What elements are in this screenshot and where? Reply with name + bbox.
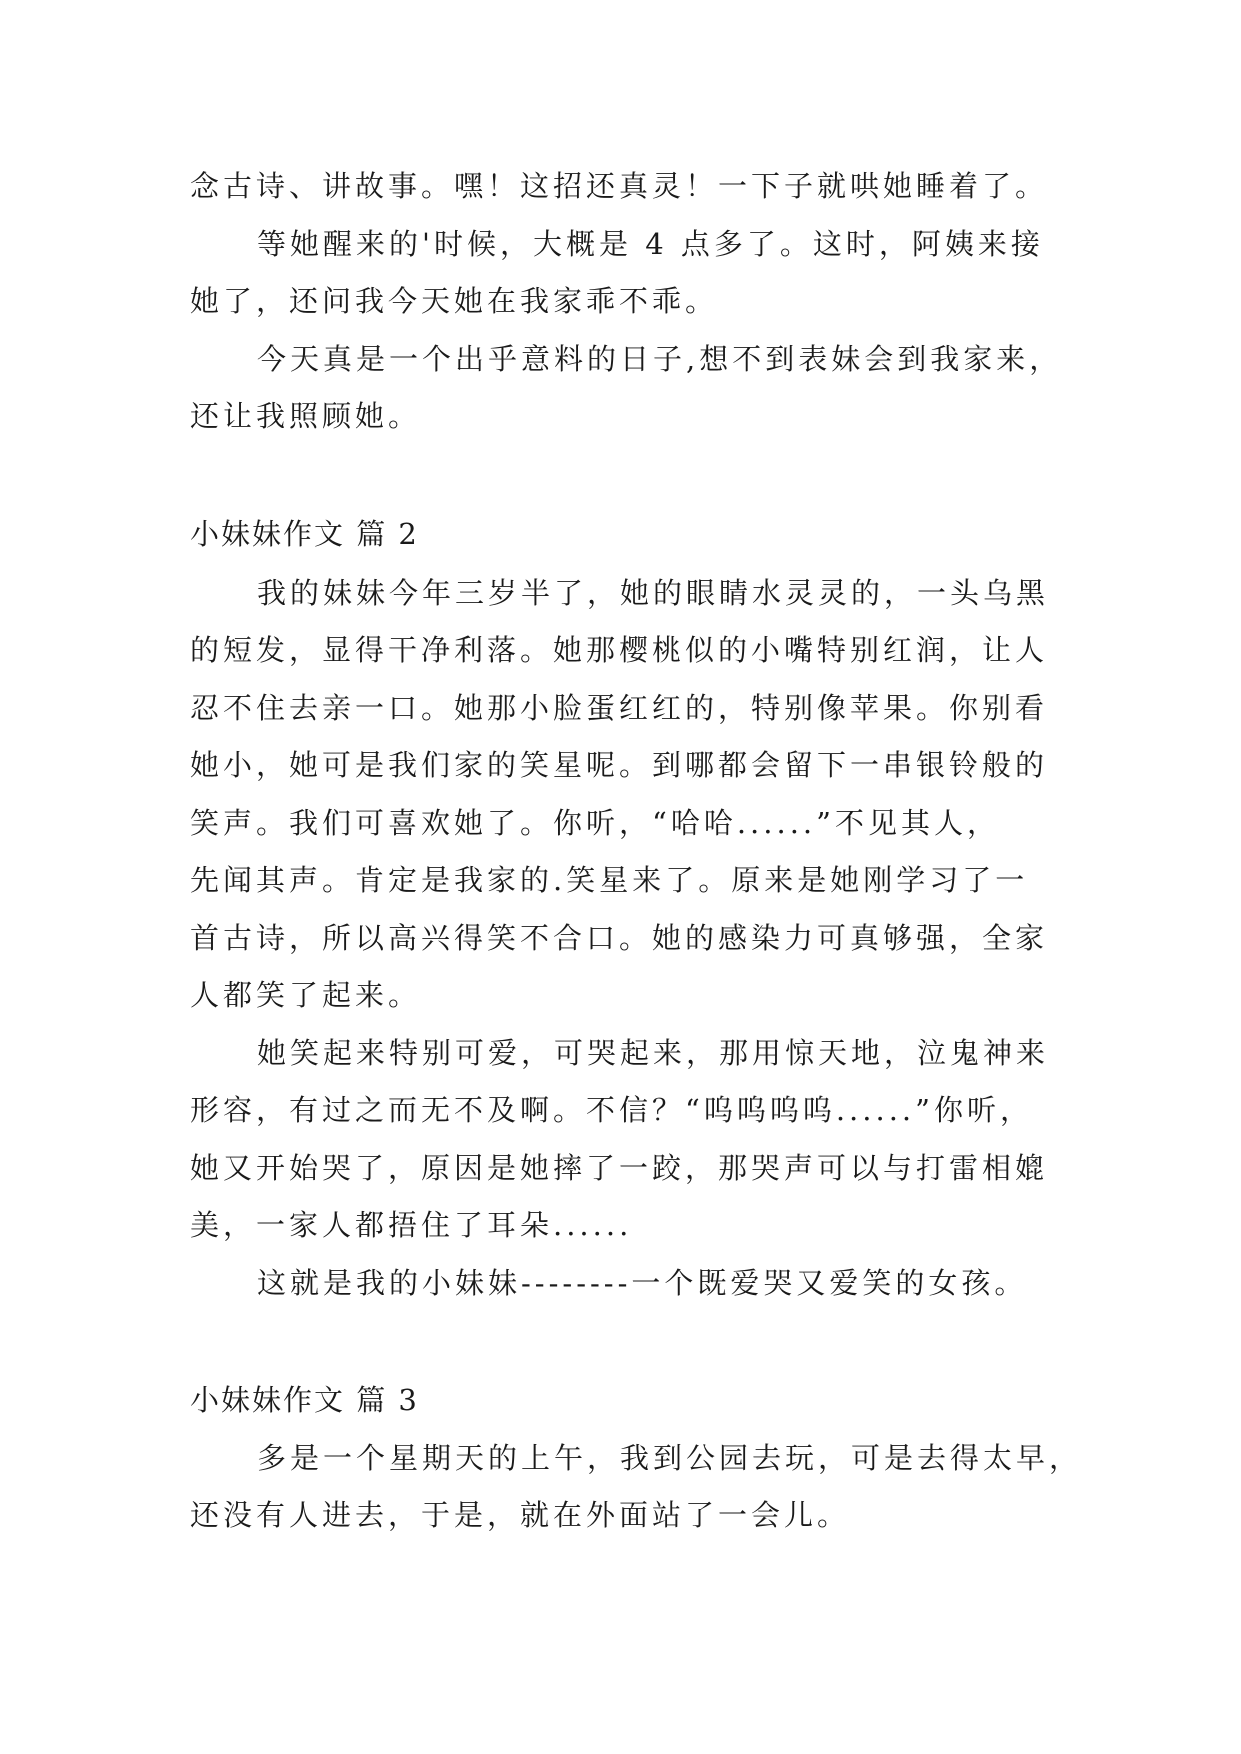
paragraph-line: 她了，还问我今天她在我家乖不乖。 xyxy=(190,284,719,318)
paragraph-line: 笑声。我们可喜欢她了。你听，“哈哈......”不见其人， xyxy=(190,806,1000,840)
paragraph-line: 还让我照顾她。 xyxy=(190,399,422,433)
paragraph-line: 首古诗，所以高兴得笑不合口。她的感染力可真够强，全家 xyxy=(190,921,1049,955)
paragraph-line: 她笑起来特别可爱，可哭起来，那用惊天地，泣鬼神来 xyxy=(257,1036,1050,1070)
paragraph-line: 她又开始哭了，原因是她摔了一跤，那哭声可以与打雷相媲 xyxy=(190,1151,1049,1185)
paragraph-line: 先闻其声。肯定是我家的.笑星来了。原来是她刚学习了一 xyxy=(190,863,1029,897)
paragraph-line: 她小，她可是我们家的笑星呢。到哪都会留下一串银铃般的 xyxy=(190,748,1049,782)
paragraph-line: 忍不住去亲一口。她那小脸蛋红红的，特别像苹果。你别看 xyxy=(190,691,1049,725)
paragraph-line: 还没有人进去，于是，就在外面站了一会儿。 xyxy=(190,1498,851,1532)
paragraph-line: 今天真是一个出乎意料的日子,想不到表妹会到我家来， xyxy=(257,342,1063,376)
paragraph-line: 形容，有过之而无不及啊。不信？“呜呜呜呜......”你听， xyxy=(190,1093,1033,1127)
paragraph-line: 念古诗、讲故事。嘿！这招还真灵！一下子就哄她睡着了。 xyxy=(190,169,1049,203)
paragraph-line: 人都笑了起来。 xyxy=(190,978,422,1012)
section-heading: 小妹妹作文 篇 2 xyxy=(190,517,419,551)
paragraph-line: 等她醒来的'时候，大概是 4 点多了。这时，阿姨来接 xyxy=(257,227,1044,261)
paragraph-line: 我的妹妹今年三岁半了，她的眼睛水灵灵的，一头乌黑 xyxy=(257,576,1050,610)
paragraph-line: 的短发，显得干净利落。她那樱桃似的小嘴特别红润，让人 xyxy=(190,633,1049,667)
paragraph-line: 这就是我的小妹妹--------一个既爱哭又爱笑的女孩。 xyxy=(257,1266,1028,1300)
section-heading: 小妹妹作文 篇 3 xyxy=(190,1383,419,1417)
paragraph-line: 多是一个星期天的上午，我到公园去玩，可是去得太早， xyxy=(257,1441,1083,1475)
paragraph-line: 美，一家人都捂住了耳朵...... xyxy=(190,1208,633,1242)
